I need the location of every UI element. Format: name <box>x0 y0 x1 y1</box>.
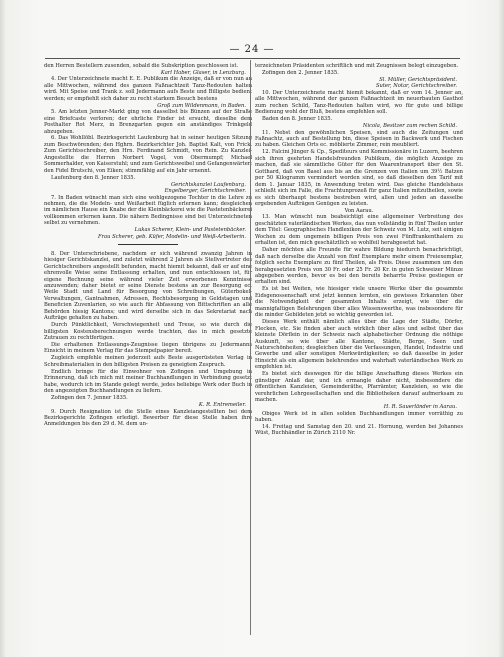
text-paragraph: Zofingen den 2. Jenner 1835. <box>262 69 339 76</box>
text-paragraph: Baden den 8. Jenner 1835. <box>262 116 333 123</box>
signature-line: Frau Scherer, geb. Küfer, Modelin- und Weiß-Arbeiterin. <box>97 233 246 240</box>
text-paragraph: 10. Der Unterzeichnete macht hiemit bekannt, daß er vom 14. Jenner an, alle Mittwochen, während der ganzen Faßnachtzeit im neuerbauten Gasthof zum rechen Schild, Tanz-Redouten halten wird, wo für gute und billige Bedienung wohl der Bluß, bestens empfehlen soll. <box>255 89 463 116</box>
text-paragraph: Daher möchten alle Freunde für wahre Bildung hiedurch benachrichtigt, daß nach derselbe die Anzahl von fünf Exemplare mehr einem Freiexemplar, folglich sechs Exemplare zu fünf Theilen, als Freis. Diese zusammen um den herabgesetzten Preis von 30 Fr. oder 25 Fr. 20 Kr. in guten Schweizer Münze abgegeben werden, bevor es bei den bereits beharrte Preise gestiegen er erhalten sind. <box>255 247 463 286</box>
text-paragraph: Zugleich empfehle meinen jederzeit aufs Beste ausgerüsteten Verlag in Schreibmaterialien in den billigsten Preisen zu geneigtem Zuspruch. <box>44 355 252 368</box>
text-paragraph: Laufenburg den 8. Jenner 1835. <box>51 174 136 181</box>
signature-line: Groß zum Wildenmann, in Baden. <box>157 102 246 109</box>
text-paragraph: Zofingen den 7. Jenner 1835. <box>51 395 128 402</box>
text-paragraph: 11. Nebst den gewöhnlichen Speisen, sind auch die Zeitungen und Faßnachtz, auch auf Bestellung bin, diese Speisen in Backwerk und Fischen zu haben. Gleichen Orts ec. möblierte Zimmer, rein meubliert. <box>255 129 463 149</box>
text-paragraph: 5. Am letzten Jenner-Markt ging von dasselbst bis Bünzen auf der Straße eine Briefcaste verloren; der ehrliche Finder ist ersucht, dieselbe dem Posthalter Rot Merz, in Brenzgarten gegen ein anständiges Trinkgeld abzugeben. <box>44 109 252 135</box>
right-page-edge <box>498 0 504 657</box>
text-paragraph: den Herren Bestellern zusenden, sobald die Subskription geschlossen ist. <box>44 63 239 69</box>
text-paragraph: Endlich bringe für die Einwohner von Zofingen und Umgebung in Erinnerung, daß ich mich mit meiner Buchhandlungen in Verbindung gesetzt habe, wodurch ich im Stande gelegt werde, jedes beliebige Werk oder Buch in den angezeigten Buchhandlungen zu liefern. <box>44 368 252 395</box>
signature-line: Suter, Notar, Gerichtschreiber. <box>375 83 457 90</box>
signature-line: Lukas Scherer, Klein- und Pastetenbäcker. <box>134 227 246 234</box>
text-paragraph: Obiges Werk ist in allen soliden Buchhandlungen immer vorräthig zu haben. <box>255 410 463 423</box>
text-paragraph: 8. Der Unterschriebene, nachdem er sich während zwanzig Jahren in hiesiger Gerichtskanzlei, und zuletzt während 2 Jahren als Stellvertreter des Gerichtschreibers angestellt befunden, macht hiemit bekannt, daß er auf eine ehrenvolle Weise seine Entlassung erhalten, und nun entschlossen ist, für eigene Rechnung seine während vieler Zeit erworbenen Kenntnisse anzuwenden; daher bietet er seine Dienste bestens an zur Besorgung ec. Weile Stadt und Land für Besorgung von Schreibungen, Güterbokel-Verwaltungen, Gantnahmen, Adressen, Rechtsbesorgung in Geldstagen und Beneficien Zuvenlarien, so wie auch für Abfassung von Bittschriften an alle Behörden hiesig Kantons; und wird derselbe sich in das Sekretariat nach Aufträge gehalten zu haben. <box>44 250 252 322</box>
right-text-column <box>255 63 463 633</box>
section-separator <box>44 242 252 248</box>
text-paragraph: 9. Durch Resignation ist die Stelle eines Kanzleiangestellten bei dem Bezirksgerichte Zofingen erledigt. Bewerber für diese Stelle haben ihre Anmeldungen bis den 29 d. M. dem un- <box>44 408 252 428</box>
signature-line: Engelberger, Gerichtschreiber. <box>164 188 246 195</box>
signature-line: Sl. Müller, Gerichtspräsident. <box>379 76 457 83</box>
text-paragraph: 6. Das Wohllöbl. Bezirksgericht Laufenburg hat in seiner heutigen Sitzung zum Beschwörenden; den Hghrn. Bezirksrichter Joh. Baptist Kalt, von Frick. Zum Gerichtsschreiber, den Hrn. Ferdinand Schmidt, von Rein. Zu Kanzlei-Angestellte die Herren Norbert Vogel, von Obermumpf; Michael Sommerhalder, von Kaiserstuhl; und zum Gerichtsweibel und Gefangenwärter; den Fidel Brutschi, von Eiken; stimmfähig auf ein Jahr ernennt. <box>44 135 252 174</box>
text-paragraph: 14. Freitag und Samstag den 20. und 21. Hornung, werden bei Johannes Wüst, Buchhändler in Zürich 2110 Nr. <box>255 423 463 437</box>
text-paragraph: 7. In Baden wünscht man sich eine wohlgezogene Tochter in die Lehre zu nehmen, die die Modeln- und Weißarbeit füglich erlernen kann; desgleichen im nämlichen Hause ein Knabe der die Kleinbäckerei wie die Pastetenbäckerei vollkommen erlernen kann. Die nähern Bedingnisse sind bei Unterzeichneten selbst zu vernehmen. <box>44 194 252 227</box>
left-text-column <box>44 63 252 633</box>
left-page-edge <box>0 0 6 657</box>
text-paragraph: terzeichneten Präsidenten schriftlich und mit Zeugnissen belegt einzugeben. <box>255 63 459 69</box>
text-paragraph: Die erhaltenen Entlassungs-Zeugnisse liegen übrigens zu Jedermanns Einsicht in meinem Verlag für das Stempelpapier bereit. <box>44 342 252 355</box>
text-paragraph: 4. Der Unterzeichnete macht E. E. Publikum die Anzeige, daß er von nun an alle Mittwochen, während des ganzen Faßnachtzeit Tanz-Redouten halten wird. Mit Speise und Trank z. soll Jedermann aufs Beste und Billigste bedient werden; er empfiehlt sich daher zu recht starkem Besuch bestens <box>44 76 252 102</box>
signature-line: K. R. Entremeiler. <box>198 402 246 409</box>
text-paragraph: Durch Pünktlichkeit, Verschwiegenheit und Treue, so wie durch die billigsten Kostensberechnungen werde trachten, das in mich gesetzte Zutrauen zu rechtfertigen. <box>44 322 252 342</box>
signature-line: Gerichtskanzlei Laufenburg. <box>170 181 246 188</box>
signature-line: H. R. Sauerländer in Aarau. <box>383 404 457 411</box>
text-paragraph: 12. Falcini Jünger & Cp., Spediteurs und Kommissionäre in Luzern, beehren sich ihren geehrten Handelsfreunden Publikum, die möglich Anzeige zu machen, daß sie sämmtliche Güter für den Waarentransport über den St. Gotthard, daß von Basel aus bis an die Grenzen von Italien um 39½ Batzen per 50 Kilogramm vermindert worden sind, so daß dieselben den Tarif mit dem 1. Januar 1835, in Anwendung treten wird. Das gleiche Handelshaus schließt sich im Falle, die Frachtunprozeß für ganz Italien mitzutheilen, sowie es sich überhaupt bestens bestreben wird, allen und jeden an dasselbe ergebenden Aufträgen Genügen zu leisten. <box>255 149 463 208</box>
section-heading: Von Aarau. <box>344 207 374 214</box>
signature-line: Karl Haber, Glaser, in Lenzburg. <box>160 69 246 76</box>
header-rule <box>45 58 460 59</box>
signature-line: Nicola, Besitzer zum rechen Schild. <box>362 123 457 130</box>
page-number: — 24 — <box>229 44 275 55</box>
text-paragraph: Es bietet sich deswegen für die billige Anschaffung dieses Werkes ein günstiger Anlaß dar, und ich ermangle daher nicht, insbesondere die öffentlichen Kanzleien, Gemeinderäthe, Pfarrämter, Kanzleien, so wie die verehrlichen Lehrgesellschaften und die Bibliotheken darauf aufmerksam zu machen. <box>255 371 463 404</box>
separator-line <box>118 244 178 245</box>
text-paragraph: Es ist bei Weiten, wie hiesiger viele unsere Werke über die gesammte Eidsgenossenschaft erst jetzt kennen lernten, ein gewisses Erkannten über die Notwendigkeit der gesammten Inhalts erzeigt, wie über die mannigfaltigen Belehrungen über alles Wissenswerthe, was insbesondere für die minder Gebildeten jetzt so wichtig geworden ist. <box>255 286 463 319</box>
text-paragraph: Dieses Werk enthält nämlich alles über die Lage der Städte, Dörfer, Flecken, etc. Sie finden aber auch wirklich über alles und selbst über das kleinste Dörflein in der Schweiz nach alphabetischer Ordnung die nöthige Auskunft, so wie über alle Kantone, Städte, Berge, Seen und Naturschönheiten; desgleichen über die Verfassungen, Handel, Industrie und Gewerbe und aller sonstigen Merkwürdigkeiten; so daß dasselbe in jeder Hinsicht als ein allgemein belehrendes und wahrhaft vaterländisches Werk zu empfehlen ist. <box>255 319 463 371</box>
text-paragraph: 13. Man wünscht nun beabsichtigt eine allgemeiner Verbreitung des geschätzten vaterländischen Werkes, das nun vollständig in fünf Theilen unter dem Titel: Geographisches Handlexikon der Schweiz von M. Lutz, seit einigen Wochen zu dem ungemein billigen Preis von zwei Fünffrankenthalern zu erhalten ist, den mich geschätztlich so wohlfeil herabgesetzt hat. <box>255 214 463 247</box>
column-divider <box>250 60 251 635</box>
